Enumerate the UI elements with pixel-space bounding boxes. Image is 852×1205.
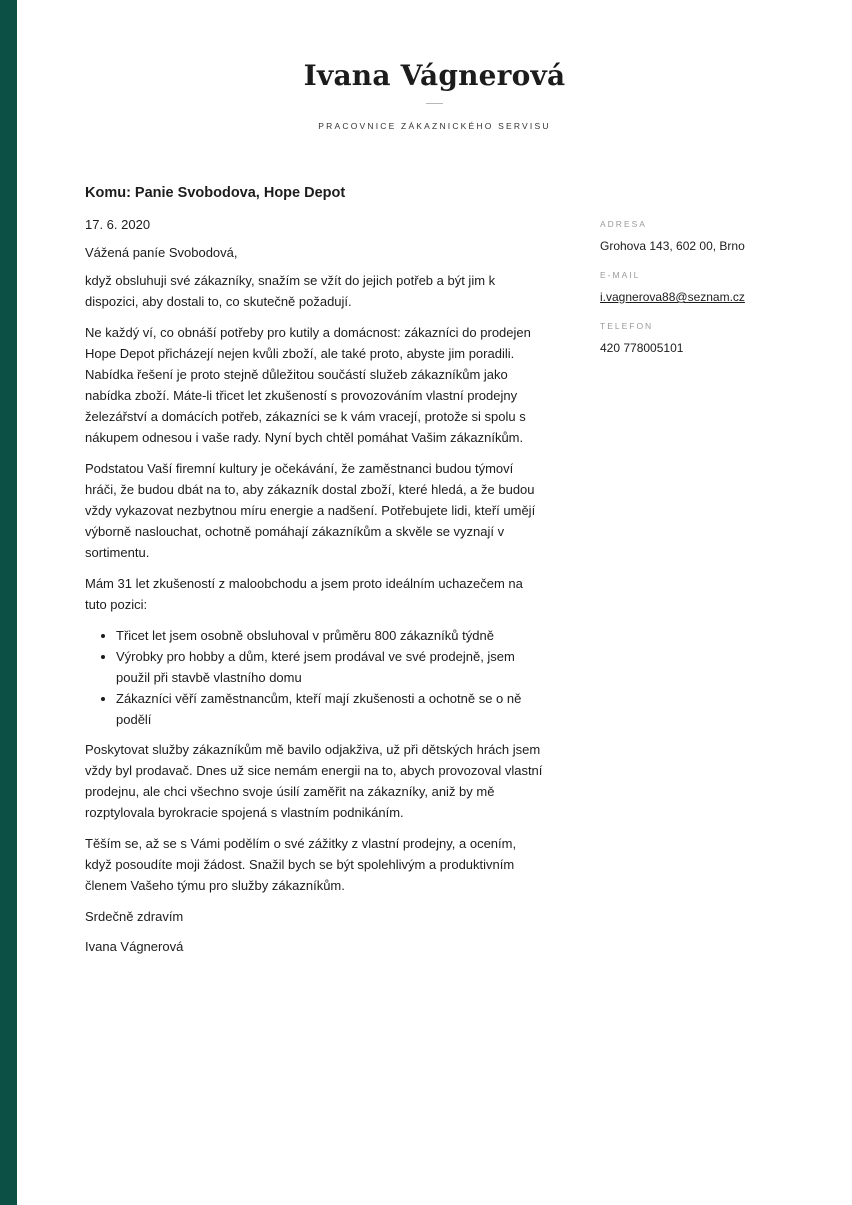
letter-salutation: Vážená paníe Svobodová, <box>85 245 238 260</box>
letter-paragraph: když obsluhuji své zákazníky, snažím se vžít do jejich potřeb a být jim k dispozici, aby dostali to, co skutečně požadují. <box>85 273 496 309</box>
job-title: PRACOVNICE ZÁKAZNICKÉHO SERVISU <box>318 121 551 131</box>
letter-recipient: Komu: Panie Svobodova, Hope Depot <box>85 185 346 201</box>
header-divider <box>426 103 443 104</box>
applicant-name: Ivana Vágnerová <box>303 59 566 92</box>
accent-side-stripe <box>0 0 17 1205</box>
qualification-item: • Zákazníci věří zaměstnancům, kteří mají zkušenosti a ochotně se o ně podělí <box>116 688 545 730</box>
letter-paragraph: Mám 31 let zkušeností z maloobchodu a jsem proto ideálním uchazečem na tuto pozici: <box>85 576 523 612</box>
letter-body <box>85 182 545 957</box>
letter-paragraph: Poskytovat služby zákazníkům mě bavilo odjakživa, už při dětských hrách jsem vždy byl prodavač. Dnes už sice nemám energii na to, abych provozoval vlastní prodejnu, ale chci všechno svoje úsilí zaměřit na zákazníky, aniž by mě rozptylovala byrokracie spojená s vlastním podnikáním. <box>85 742 543 820</box>
qualifications-list <box>85 625 545 730</box>
qualification-item: • Třicet let jsem osobně obsluhoval v průměru 800 zákazníků týdně <box>116 625 545 646</box>
phone-label: TELEFON <box>600 321 654 331</box>
letter-closing: Srdečně zdravím <box>85 909 184 924</box>
phone-value: 420 778005101 <box>600 341 684 355</box>
address-label: ADRESA <box>600 219 647 229</box>
contact-sidebar <box>600 218 830 371</box>
resume-header <box>17 56 852 131</box>
address-value: Grohova 143, 602 00, Brno <box>600 239 745 253</box>
letter-signature: Ivana Vágnerová <box>85 939 184 954</box>
letter-paragraph: Podstatou Vaší firemní kultury je očekávání, že zaměstnanci budou týmoví hráči, že budou dbát na to, aby zákazník dostal zboží, které hledá, a že budou vždy vykazovat nezbytnou míru energie a nadšení. Potřebujete lidi, kteří umějí výborně naslouchat, ochotně pomáhají zákazníkům a skvěle se vyznají v sortimentu. <box>85 461 536 560</box>
letter-paragraph: Těším se, až se s Vámi podělím o své zážitky z vlastní prodejny, a ocením, když posoudíte moji žádost. Snažil bych se být spolehlivým a produktivním členem Vašeho týmu pro služby zákazníkům. <box>85 836 517 893</box>
qualification-item: • Výrobky pro hobby a dům, které jsem prodával ve své prodejně, jsem použil při stavbě vlastního domu <box>116 646 545 688</box>
email-link[interactable]: i.vagnerova88@seznam.cz <box>600 290 745 304</box>
email-label: E-MAIL <box>600 270 641 280</box>
letter-paragraph: Ne každý ví, co obnáší potřeby pro kutily a domácnost: zákazníci do prodejen Hope Depot přicházejí nejen kvůli zboží, ale také proto, abyste jim poradili. Nabídka řešení je proto stejně důležitou součástí služeb zákazníkům jako nabídka zboží. Máte-li třicet let zkušeností s provozováním vlastní prodejny železářství a domácích potřeb, zákazníci se k vám vracejí, protože si spolu s nákupem odnesou i vaše rady. Nyní bych chtěl pomáhat Vašim zákazníkům. <box>85 325 531 445</box>
letter-date: 17. 6. 2020 <box>85 217 151 232</box>
